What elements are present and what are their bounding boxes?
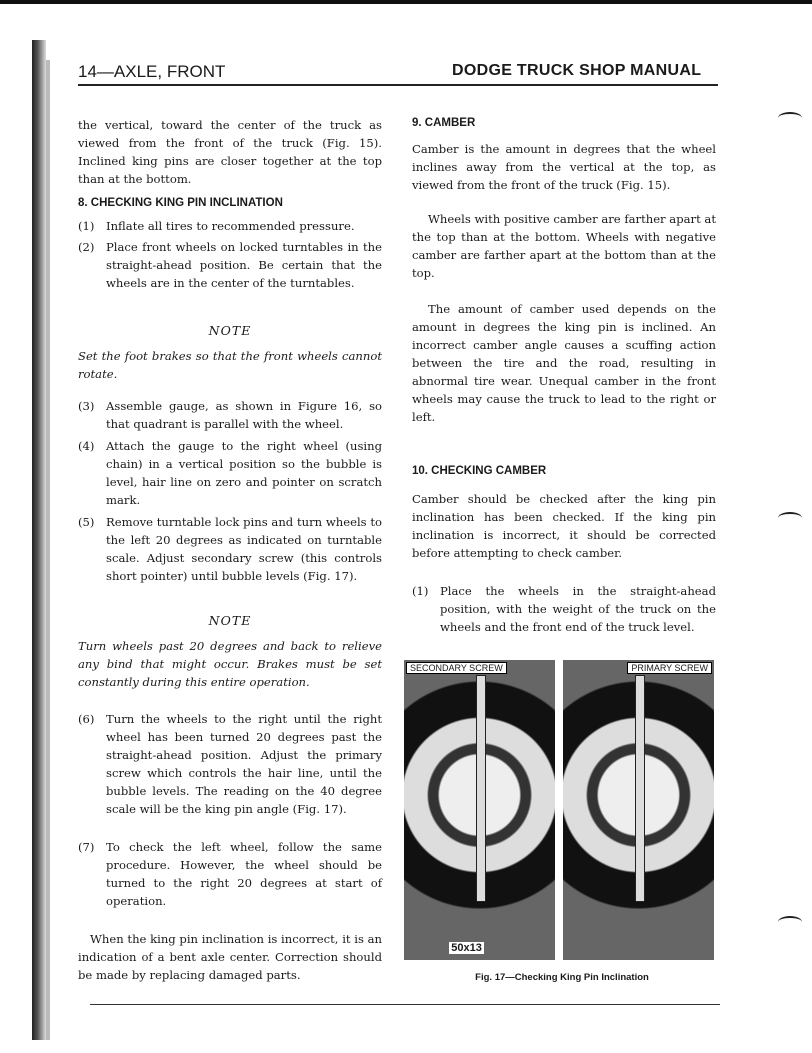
steps-6-7: [78, 710, 382, 910]
note-text: Turn wheels past 20 degrees and back to relieve any bind that might occur. Brakes must be set constantly during this entire operation.: [78, 639, 382, 689]
heading-checking-camber: 10. CHECKING CAMBER: [412, 465, 547, 477]
header-rule: [78, 84, 718, 86]
heading-camber: 9. CAMBER: [412, 117, 476, 129]
section-header: 14—AXLE, FRONT: [78, 62, 226, 81]
list-item: (4) Attach the gauge to the right wheel (using chain) in a vertical position so the bubble is level, hair line on zero and pointer on scratch mark.: [78, 439, 382, 507]
binding-shadow: [32, 40, 46, 1040]
photo-right-wheel: [563, 660, 714, 960]
steps-3-5: [78, 397, 382, 585]
photo-left-wheel: [404, 660, 555, 960]
scan-border: [0, 0, 812, 4]
list-item: (6) Turn the wheels to the right until the right wheel has been turned 20 degrees past the straight-ahead position. Adjust the primary screw which controls the hair line, until the bubble levels. The reading on the 40 degree scale will be the king pin angle (Fig. 17).: [78, 712, 382, 816]
manual-title: DODGE TRUCK SHOP MANUAL: [452, 62, 702, 79]
list-item: (1) Inflate all tires to recommended pressure.: [78, 219, 355, 233]
note-title: NOTE: [208, 613, 252, 628]
note-text: Set the foot brakes so that the front wheels cannot rotate.: [78, 349, 382, 381]
steps-1-2: [78, 217, 382, 292]
figure-17-photos: [404, 660, 714, 960]
left-paragraph-last: When the king pin inclination is incorrect, it is an indication of a bent axle center. Correction should be made by replacing damaged parts.: [78, 932, 382, 982]
list-item: (7) To check the left wheel, follow the same procedure. However, the wheel should be turned to the right 20 degrees at start of operation.: [78, 840, 382, 908]
gauge-bar: [635, 675, 645, 902]
right-paragraph-2: Wheels with positive camber are farther apart at the top than at the bottom. Wheels with negative camber are farther apart at the bottom than at the top.: [412, 212, 716, 280]
list-item: (5) Remove turntable lock pins and turn wheels to the left 20 degrees as indicated on turntable scale. Adjust secondary screw (this controls short pointer) until bubble levels (Fig. 17).: [78, 515, 382, 583]
gauge-bar: [476, 675, 486, 902]
list-item: (3) Assemble gauge, as shown in Figure 16, so that quadrant is parallel with the wheel.: [78, 399, 382, 431]
left-paragraph-1: the vertical, toward the center of the truck as viewed from the front of the truck (Fig. 15). Inclined king pins are closer together at the top than at the bottom.: [78, 118, 382, 186]
heading-king-pin-inclination: 8. CHECKING KING PIN INCLINATION: [78, 197, 283, 209]
figure-caption: Fig. 17—Checking King Pin Inclination: [475, 972, 649, 983]
right-paragraph-4: Camber should be checked after the king pin inclination has been checked. If the king pin inclination is incorrect, it should be corrected before attempting to check camber.: [412, 492, 716, 560]
list-item: (2) Place front wheels on locked turntables in the straight-ahead position. Be certain that the wheels are in the center of the turntables.: [78, 240, 382, 290]
scan-mark: [778, 512, 802, 524]
list-item: (1) Place the wheels in the straight-ahead position, with the weight of the truck on the wheels and the front end of the truck level.: [412, 584, 716, 634]
tire-size-label: 50x13: [451, 942, 482, 954]
right-paragraph-3: The amount of camber used depends on the amount in degrees the king pin is inclined. An incorrect camber angle causes a scuffing action between the tire and the road, resulting in abnormal tire wear. Unequal camber in the front wheels may cause the truck to lead to the right or left.: [412, 302, 716, 424]
footer-rule: [90, 1004, 720, 1005]
scan-mark: [778, 916, 802, 928]
label-secondary-screw: SECONDARY SCREW: [406, 662, 507, 674]
binding-edge: [46, 60, 50, 1040]
right-paragraph-1: Camber is the amount in degrees that the wheel inclines away from the vertical at the top, as viewed from the front of the truck (Fig. 15).: [412, 142, 716, 192]
note-title: NOTE: [208, 323, 252, 338]
label-primary-screw: PRIMARY SCREW: [627, 662, 712, 674]
camber-step-1: [412, 582, 716, 636]
scan-mark: [778, 112, 802, 124]
